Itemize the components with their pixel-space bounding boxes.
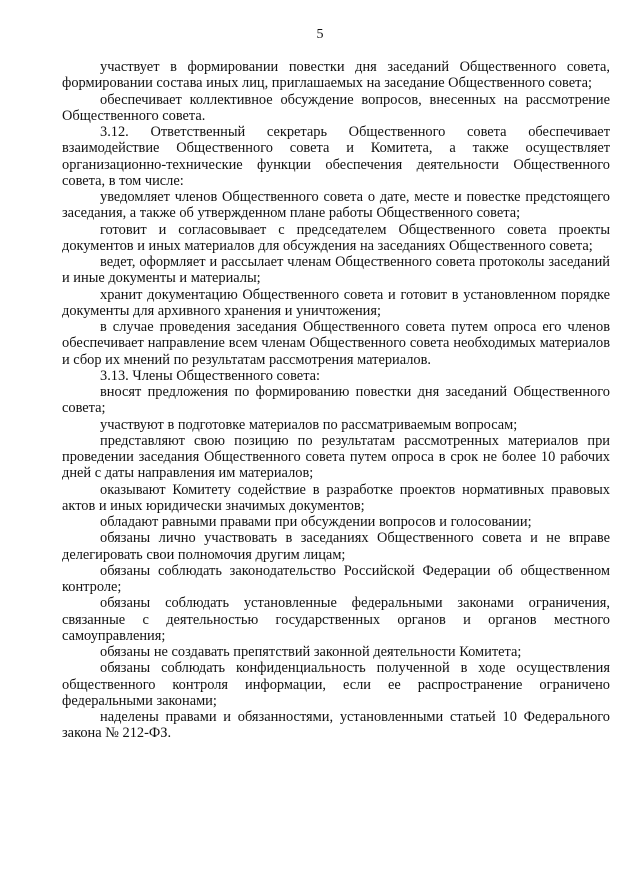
paragraph: обязаны лично участвовать в заседаниях Общественного совета и не вправе делегировать свои полномочия другим лицам; <box>62 530 610 563</box>
paragraph: 3.12. Ответственный секретарь Общественного совета обеспечивает взаимодействие Общественного совета и Комитета, а также осуществляет организационно-технические функции обеспечения деятельности Общественного совета, в том числе: <box>62 124 610 189</box>
page-number: 5 <box>316 27 324 42</box>
paragraph: готовит и согласовывает с председателем Общественного совета проекты документов и иных материалов для обсуждения на заседаниях Общественного совета; <box>62 221 610 254</box>
paragraph: 3.13. Члены Общественного совета: <box>100 367 321 384</box>
paragraph: обязаны соблюдать законодательство Российской Федерации об общественном контроле; <box>62 562 610 595</box>
paragraph: представляют свою позицию по результатам рассмотренных материалов при проведении заседания Общественного совета путем опроса в срок не более 10 рабочих дней с даты направления им материалов; <box>62 432 610 482</box>
paragraph: ведет, оформляет и рассылает членам Общественного совета протоколы заседаний и иные документы и материалы; <box>62 254 610 287</box>
paragraph: участвует в формировании повестки дня заседаний Общественного совета, формировании состава иных лиц, приглашаемых на заседание Общественного совета; <box>62 59 610 92</box>
document-body <box>62 59 610 742</box>
paragraph: наделены правами и обязанностями, установленными статьей 10 Федерального закона № 212-ФЗ. <box>62 709 610 742</box>
paragraph: обязаны не создавать препятствий законной деятельности Комитета; <box>100 644 522 660</box>
paragraph: обязаны соблюдать установленные федеральными законами ограничения, связанные с деятельностью государственных органов и органов местного самоуправления; <box>62 595 610 644</box>
paragraph: вносят предложения по формированию повестки дня заседаний Общественного совета; <box>62 384 610 417</box>
paragraph: обеспечивает коллективное обсуждение вопросов, внесенных на рассмотрение Общественного совета. <box>62 91 610 124</box>
paragraph: оказывают Комитету содействие в разработке проектов нормативных правовых актов и иных юридически значимых документов; <box>62 481 610 514</box>
paragraph: хранит документацию Общественного совета и готовит в установленном порядке документы для архивного хранения и уничтожения; <box>62 286 610 319</box>
paragraph: обязаны соблюдать конфиденциальность полученной в ходе осуществления общественного контроля информации, если ее распространение ограничено федеральными законами; <box>62 660 610 709</box>
paragraph: участвуют в подготовке материалов по рассматриваемым вопросам; <box>100 416 518 433</box>
paragraph: обладают равными правами при обсуждении вопросов и голосовании; <box>100 514 532 530</box>
paragraph: в случае проведения заседания Общественного совета путем опроса его членов обеспечивает направление всем членам Общественного совета необходимых материалов и сбор их мнений по результатам рассмотрения материалов. <box>62 319 610 368</box>
paragraph: уведомляет членов Общественного совета о дате, месте и повестке предстоящего заседания, а также об утвержденном плане работы Общественного совета; <box>62 189 610 222</box>
